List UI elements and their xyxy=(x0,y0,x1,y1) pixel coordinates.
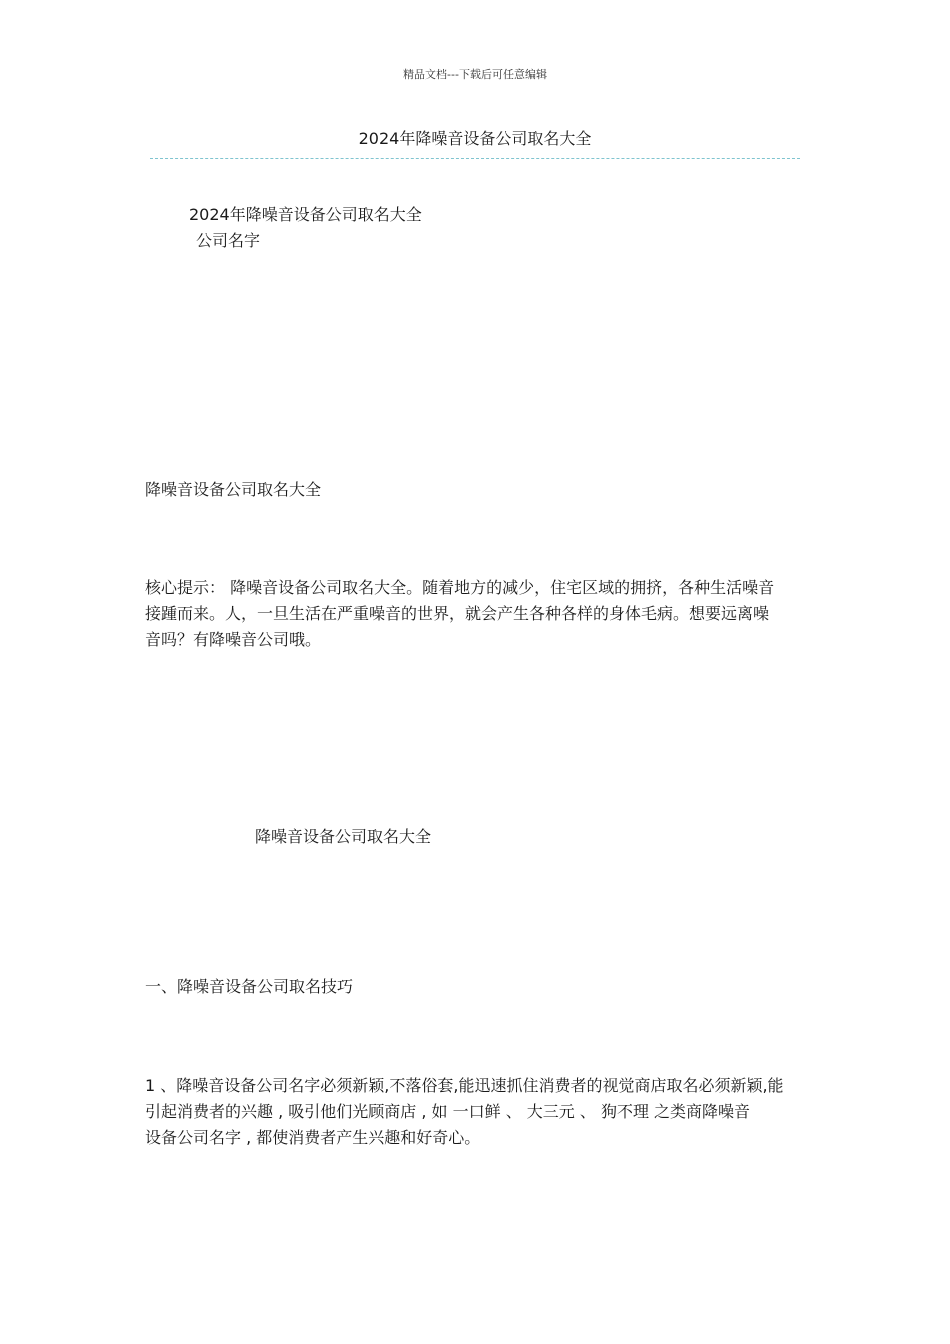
document-title: 2024年降噪音设备公司取名大全 xyxy=(358,129,592,148)
paragraph-line: 引起消费者的兴趣 , 吸引他们光顾商店 , 如 一口鲜 、 大三元 、 狗不理 之类商降噪音 xyxy=(145,1102,751,1121)
core-summary-paragraph xyxy=(145,575,807,653)
section-heading-naming-guide-repeat: 降噪音设备公司取名大全 xyxy=(255,827,432,846)
article-title: 2024年降噪音设备公司取名大全 xyxy=(189,205,422,224)
paragraph-line: 1 、降噪音设备公司名字必须新颖,不落俗套,能迅速抓住消费者的视觉商店取名必须新颖,能 xyxy=(145,1076,784,1095)
article-subtitle: 公司名字 xyxy=(196,231,261,250)
paragraph-line: 设备公司名字 , 都使消费者产生兴趣和好奇心。 xyxy=(145,1128,481,1147)
paragraph-line: 接踵而来。人，一旦生活在严重噪音的世界，就会产生各种各样的身体毛病。想要远离噪 xyxy=(145,604,770,623)
paragraph-line: 音吗？有降噪音公司哦。 xyxy=(145,630,322,649)
page-header-note: 精品文档---下载后可任意编辑 xyxy=(403,68,547,81)
paragraph-line: 核心提示： 降噪音设备公司取名大全。随着地方的减少，住宅区域的拥挤，各种生活噪音 xyxy=(145,578,775,597)
section-heading-naming-guide: 降噪音设备公司取名大全 xyxy=(145,480,322,499)
tip-1-paragraph xyxy=(145,1073,807,1151)
section-heading-naming-tips: 一、降噪音设备公司取名技巧 xyxy=(145,977,354,996)
header-divider xyxy=(150,158,800,159)
